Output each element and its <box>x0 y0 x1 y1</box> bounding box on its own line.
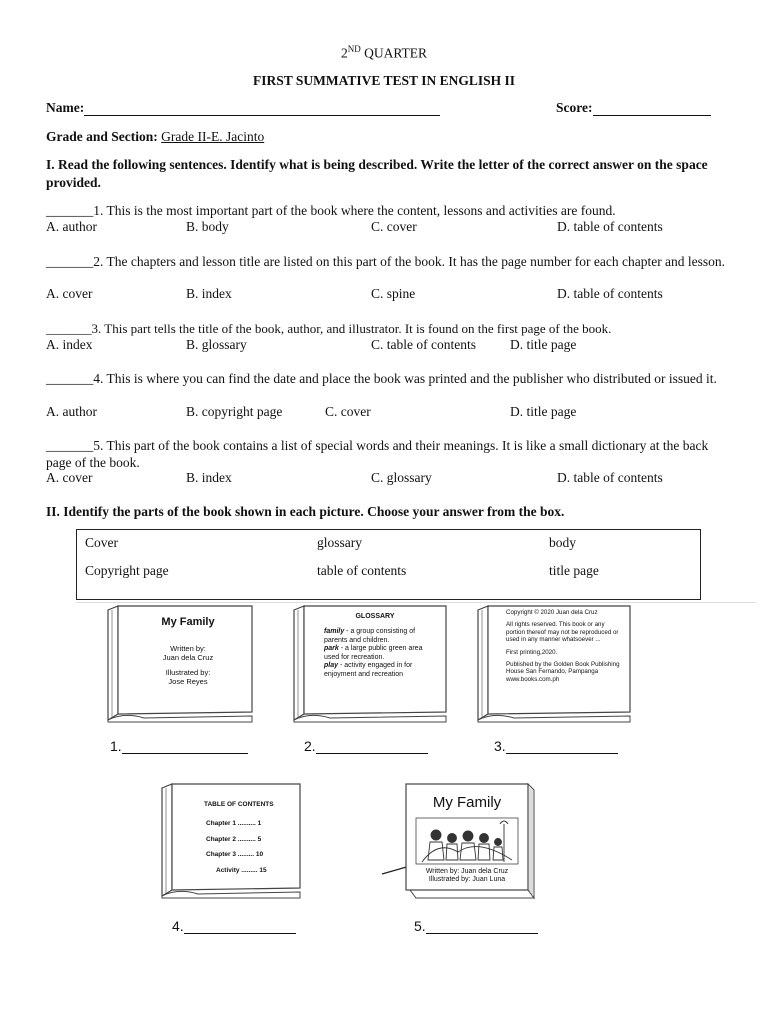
answer-number: 3. <box>494 738 506 754</box>
rights-text: All rights reserved. This book or any portion thereof may not be reproduced or used in any manner whatsoever ... <box>506 621 619 644</box>
answer-number: 4. <box>172 918 184 934</box>
toc-heading: TABLE OF CONTENTS <box>204 801 274 808</box>
picture-3-copyright-page <box>474 604 634 724</box>
glossary-term: park <box>324 645 339 652</box>
picture-2-glossary <box>290 604 450 724</box>
score-label: Score: <box>556 100 593 115</box>
option-b: B. index <box>186 470 232 485</box>
answer-line[interactable] <box>426 921 538 934</box>
option-c: C. table of contents <box>371 337 476 352</box>
picture-4-table-of-contents <box>158 782 304 900</box>
answer-line[interactable] <box>316 741 428 754</box>
part1-instructions: I. Read the following sentences. Identify what is being described. Write the letter of the correct answer on the space provided. <box>46 157 708 190</box>
option-b: B. body <box>186 219 229 234</box>
option-b: B. index <box>186 286 232 301</box>
choices-box <box>76 529 701 600</box>
name-label: Name: <box>46 100 85 115</box>
picture-1-title-page <box>104 604 256 724</box>
toc-row: Chapter 2 .......... 5 <box>206 835 262 843</box>
answer-line[interactable] <box>506 741 618 754</box>
answer-blank[interactable]: _______ <box>46 203 94 218</box>
answer-line-4[interactable] <box>172 918 296 934</box>
toc-row: Chapter 1 .......... 1 <box>206 820 262 827</box>
question-1 <box>46 202 726 219</box>
glossary-term: family <box>324 628 345 635</box>
illustrated-by-label: Illustrated by: <box>165 668 211 677</box>
answer-number: 1. <box>110 738 122 754</box>
answer-blank[interactable]: _______ <box>46 254 94 269</box>
toc-row: Chapter 3 ......... 10 <box>206 851 264 858</box>
cover-author: Written by: Juan dela Cruz <box>425 868 509 875</box>
option-a: A. index <box>46 337 93 352</box>
printing-text: First printing,2020. <box>506 648 558 656</box>
divider <box>76 602 756 603</box>
cover-credits <box>406 868 528 884</box>
score-line[interactable] <box>593 101 711 116</box>
toc-rows <box>206 816 267 878</box>
answer-number: 2. <box>304 738 316 754</box>
glossary-definition: - activity engaged in for enjoyment and recreation <box>324 662 413 678</box>
name-line[interactable] <box>84 101 440 116</box>
glossary-term: play <box>324 662 339 669</box>
question-text: 5. This part of the book contains a list of special words and their meanings. It is like a small dictionary at the back page of the book. <box>46 438 709 470</box>
author-block <box>124 644 252 662</box>
author-name: Juan dela Cruz <box>162 653 214 662</box>
quarter-heading <box>0 44 768 62</box>
quarter-number: 2 <box>340 45 348 61</box>
picture-5-cover <box>378 780 556 906</box>
cover-illustrator: Illustrated by: Juan Luna <box>428 876 506 883</box>
part2-instructions: II. Identify the parts of the book shown in each picture. Choose your answer from the box. <box>46 504 565 519</box>
answer-line-5[interactable] <box>414 918 538 934</box>
glossary-entries <box>324 628 434 679</box>
toc-row: Activity ......... 15 <box>216 866 267 874</box>
question-4 <box>46 370 726 387</box>
grade-label: Grade and Section: <box>46 129 158 144</box>
answer-number: 5. <box>414 918 426 934</box>
grade-value: Grade II-E. Jacinto <box>161 129 265 144</box>
option-a: A. cover <box>46 470 93 485</box>
written-by-label: Written by: <box>170 644 206 653</box>
glossary-entry <box>324 662 434 679</box>
answer-blank[interactable]: _______ <box>46 321 92 336</box>
glossary-definition: - a group consisting of parents and children. <box>324 628 416 644</box>
choice-copyright-page: Copyright page <box>85 563 169 578</box>
illustrator-name: Jose Reyes <box>168 677 208 686</box>
quarter-suffix: ND <box>347 44 361 54</box>
choice-title-page: title page <box>549 563 599 578</box>
option-c: C. spine <box>371 286 416 301</box>
question-text: 3. This part tells the title of the book, author, and illustrator. It is found on the first page of the book. <box>91 321 612 336</box>
answer-line[interactable] <box>184 921 296 934</box>
answer-line-2[interactable] <box>304 738 428 754</box>
question-text: 4. This is where you can find the date and place the book was printed and the publisher who distributed or issued it. <box>93 371 717 386</box>
option-c: C. cover <box>371 219 417 234</box>
glossary-definition: - a large public green area used for recreation. <box>324 645 423 661</box>
publisher-text: Published by the Golden Book Publishing House San Fernando, Pampanga www.books.com.ph <box>506 661 620 683</box>
answer-line[interactable] <box>122 741 248 754</box>
quarter-word: QUARTER <box>364 45 428 61</box>
option-d: D. table of contents <box>557 219 663 234</box>
answer-blank[interactable]: _______ <box>46 371 94 386</box>
answer-line-3[interactable] <box>494 738 618 754</box>
option-a: A. author <box>46 219 97 234</box>
glossary-heading: GLOSSARY <box>355 613 395 620</box>
question-5 <box>46 437 726 471</box>
illustrator-block <box>124 668 252 686</box>
answer-line-1[interactable] <box>110 738 248 754</box>
grade-section <box>46 129 264 145</box>
option-d: D. title page <box>510 337 577 352</box>
option-b: B. glossary <box>186 337 247 352</box>
choice-cover: Cover <box>85 535 118 550</box>
answer-blank[interactable]: _______ <box>46 438 94 453</box>
question-text: 1. This is the most important part of the book where the content, lessons and activities are found. <box>93 203 616 218</box>
question-2 <box>46 253 726 270</box>
book-title: My Family <box>161 616 215 628</box>
test-title: FIRST SUMMATIVE TEST IN ENGLISH II <box>253 73 515 88</box>
choice-body: body <box>549 535 576 550</box>
option-d: D. table of contents <box>557 286 663 301</box>
copyright-line: Copyright © 2020 Juan dela Cruz <box>506 609 598 616</box>
question-3 <box>46 320 726 337</box>
choice-table-of-contents: table of contents <box>317 563 407 578</box>
question-text: 2. The chapters and lesson title are listed on this part of the book. It has the page number for each chapter and lesson. <box>93 254 726 269</box>
option-a: A. cover <box>46 286 93 301</box>
option-d: D. table of contents <box>557 470 663 485</box>
glossary-entry <box>324 645 434 662</box>
option-d: D. title page <box>510 404 577 419</box>
name-field[interactable] <box>46 100 440 116</box>
cover-title: My Family <box>432 794 502 811</box>
score-field[interactable] <box>556 100 711 116</box>
choice-glossary: glossary <box>317 535 362 550</box>
glossary-entry <box>324 628 434 645</box>
copyright-text <box>506 609 624 683</box>
option-c: C. glossary <box>371 470 432 485</box>
option-c: C. cover <box>325 404 371 419</box>
option-a: A. author <box>46 404 97 419</box>
option-b: B. copyright page <box>186 404 283 419</box>
